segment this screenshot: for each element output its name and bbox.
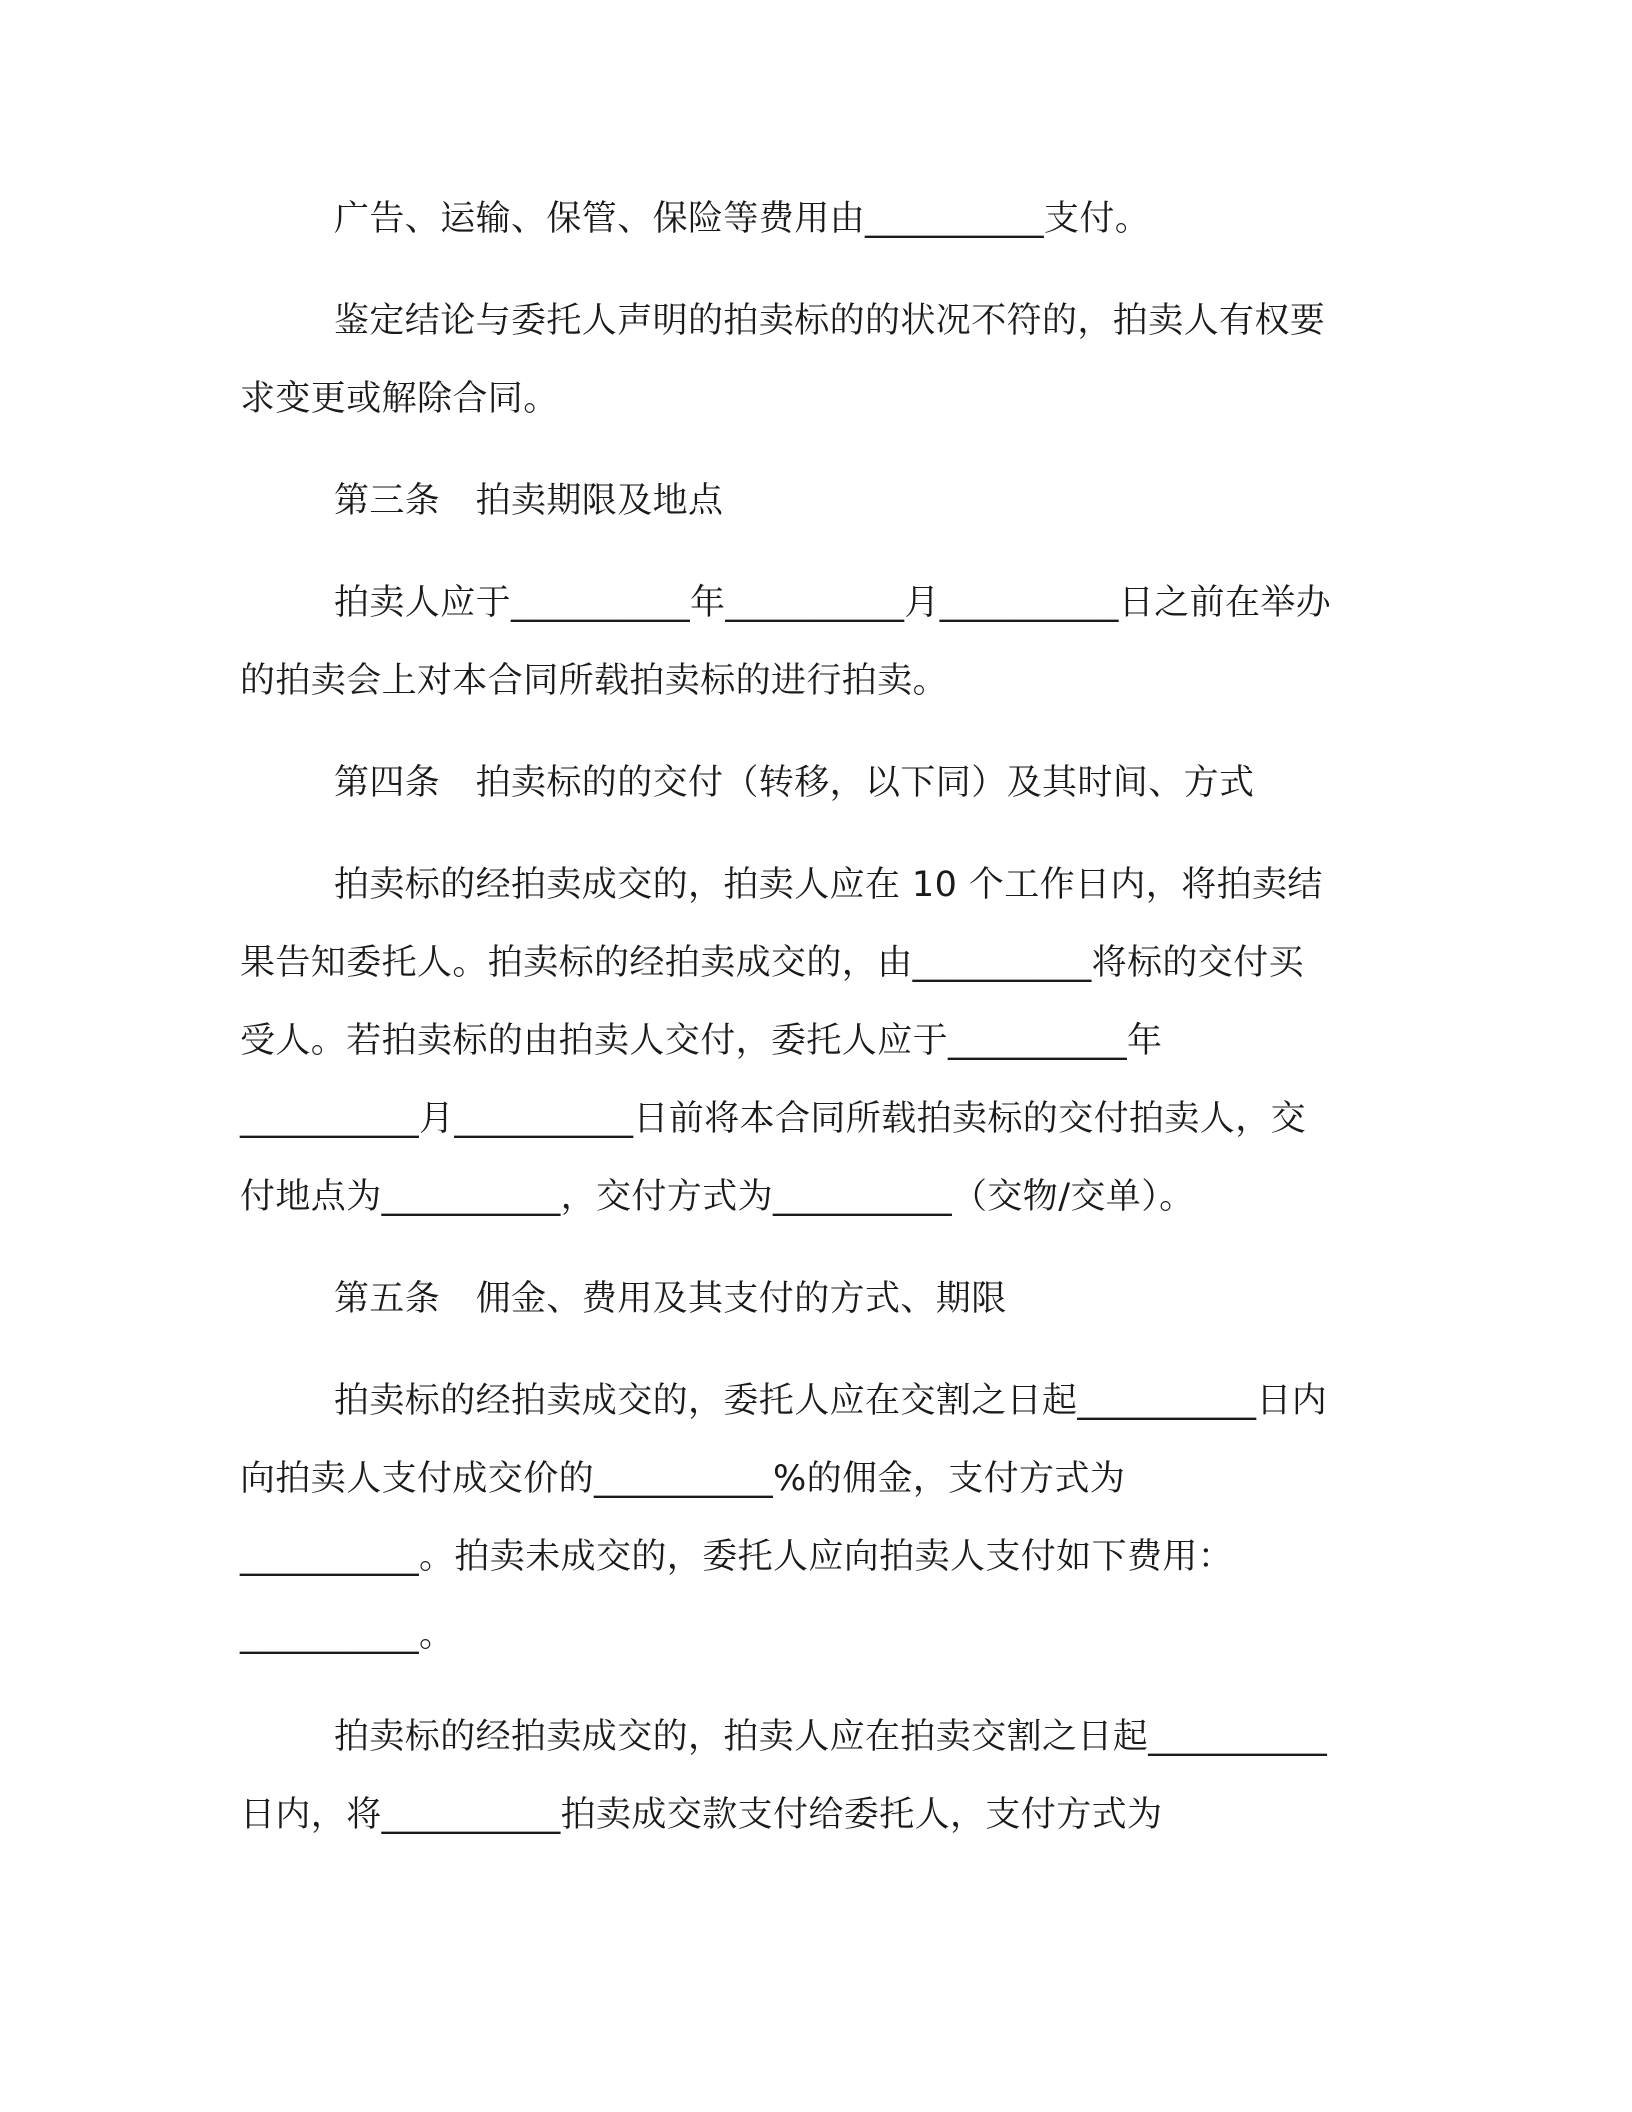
article-3-heading: 第三条 拍卖期限及地点 (334, 481, 724, 521)
paragraph-commission-line-4: __________。 (240, 1615, 455, 1655)
paragraph-delivery-line-1: 拍卖标的经拍卖成交的，拍卖人应在 10 个工作日内，将拍卖结 (334, 865, 1323, 905)
paragraph-delivery-line-2: 果告知委托人。拍卖标的经拍卖成交的，由__________将标的交付买 (240, 943, 1305, 983)
paragraph-commission-line-3: __________。拍卖未成交的，委托人应向拍卖人支付如下费用： (240, 1537, 1234, 1577)
paragraph-delivery-line-3: 受人。若拍卖标的由拍卖人交付，委托人应于__________年 (240, 1021, 1163, 1061)
paragraph-delivery-line-5: 付地点为__________，交付方式为__________（交物/交单）。 (240, 1177, 1195, 1217)
paragraph-commission-line-1: 拍卖标的经拍卖成交的，委托人应在交割之日起__________日内 (334, 1381, 1328, 1421)
paragraph-commission-line-2: 向拍卖人支付成交价的__________%的佣金，支付方式为 (240, 1459, 1126, 1499)
paragraph-auction-date-line-1: 拍卖人应于__________年__________月__________日之前在举办 (334, 583, 1332, 623)
paragraph-delivery-line-4: __________月__________日前将本合同所载拍卖标的交付拍卖人，交 (240, 1099, 1307, 1139)
paragraph-fees-payer: 广告、运输、保管、保险等费用由__________支付。 (334, 199, 1151, 239)
article-4-heading: 第四条 拍卖标的的交付（转移，以下同）及其时间、方式 (334, 763, 1255, 803)
paragraph-proceeds-line-1: 拍卖标的经拍卖成交的，拍卖人应在拍卖交割之日起__________ (334, 1717, 1328, 1757)
article-5-heading: 第五条 佣金、费用及其支付的方式、期限 (334, 1279, 1007, 1319)
paragraph-appraisal-line-1: 鉴定结论与委托人声明的拍卖标的的状况不符的，拍卖人有权要 (334, 301, 1326, 341)
paragraph-appraisal-line-2: 求变更或解除合同。 (240, 379, 559, 419)
paragraph-proceeds-line-2: 日内，将__________拍卖成交款支付给委托人，支付方式为 (240, 1795, 1163, 1835)
paragraph-auction-date-line-2: 的拍卖会上对本合同所载拍卖标的进行拍卖。 (240, 661, 949, 701)
